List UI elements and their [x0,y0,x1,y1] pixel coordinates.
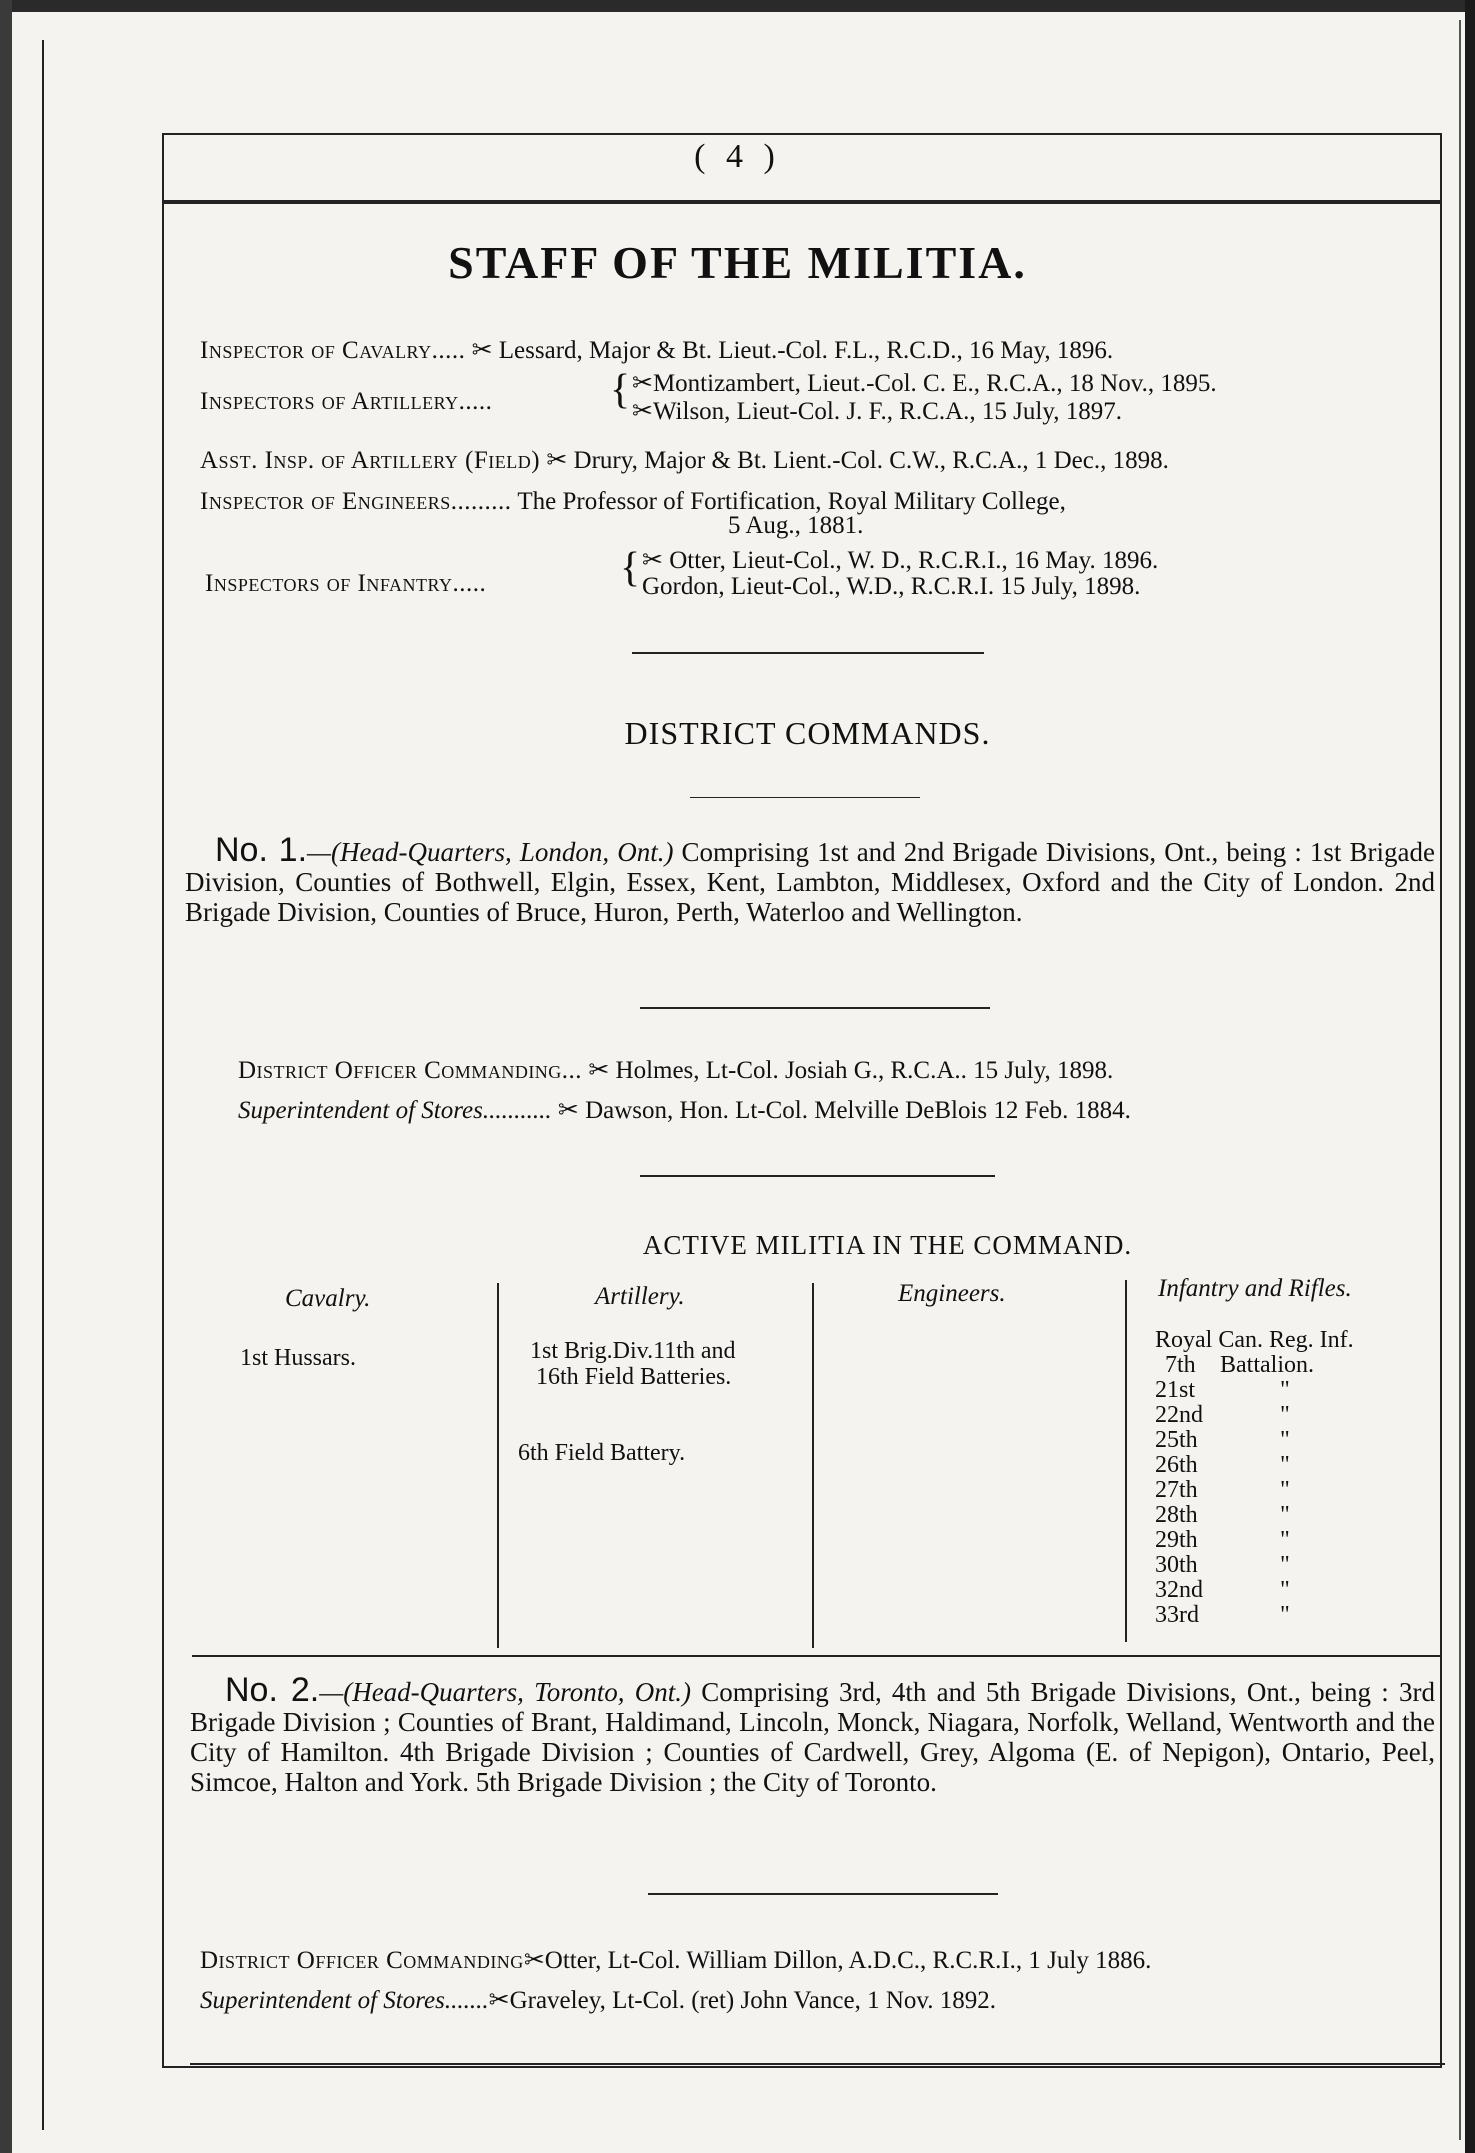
ditto-mark: " [1280,1477,1290,1503]
staff-asst-value: Drury, Major & Bt. Lient.-Col. C.W., R.C.A., 1 Dec., 1898. [573,447,1169,474]
infantry-list-item [1155,1578,1354,1603]
column-engineers: Engineers. [898,1280,1006,1307]
district-no2-hq: —(Head-Quarters, Toronto, Ont.) [319,1677,691,1707]
staff-infantry-value-2: Gordon, Lieut-Col., W.D., R.C.R.I. 15 July, 1898. [642,573,1141,600]
infantry-list-item [1155,1478,1354,1503]
dagger-mark-icon: ✂ [557,1097,579,1124]
artillery-unit-1a: 1st Brig.Div.11th and [530,1338,736,1364]
header-rule [162,200,1442,204]
doc-label: District Officer Commanding [200,1947,524,1974]
staff-infantry [205,570,486,598]
infantry-number: 30th [1155,1552,1198,1578]
staff-artillery [200,388,492,416]
column-cavalry: Cavalry. [285,1285,371,1312]
ditto-mark: " [1280,1552,1290,1578]
dagger-mark-icon: ✂ [471,337,493,364]
district-no1-text: Comprising 1st and 2nd Brigade Divisions, Ont., being : 1st Brigade Division, Counties of Bothwell, Elgin, Essex, Kent, Lambton, Middlesex, Oxford and the City of London. 2nd Brigade Division, Counties of Bruce, Huron, Perth, Waterloo and Wellington. [185,837,1435,927]
artillery-unit-2: 6th Field Battery. [518,1440,686,1466]
staff-asst-label: Asst. Insp. of Artillery (Field) [200,447,541,474]
dagger-mark-icon: ✂ [588,1057,610,1084]
dagger-mark-icon: ✂ [642,547,663,574]
infantry-number: 27th [1155,1477,1198,1503]
staff-asst-artillery [200,445,1169,475]
staff-artillery-value-1: Montizambert, Lieut.-Col. C. E., R.C.A., 18 Nov., 1895. [652,370,1217,397]
infantry-number: 29th [1155,1527,1198,1553]
district-no2-stores [200,1985,996,2015]
infantry-royal: Royal Can. Reg. Inf. [1155,1327,1354,1353]
staff-cavalry [200,335,1113,365]
page-number: ( 4 ) [694,138,781,175]
section-rule [640,1175,995,1177]
section-rule [648,1893,998,1895]
scan-left-edge [0,0,12,2153]
staff-infantry-label: Inspectors of Infantry..... [205,570,487,597]
scan-top-edge [0,0,1475,12]
ditto-mark: " [1280,1527,1290,1553]
staff-engineers-value-1: The Professor of Fortification, Royal Military College, [517,488,1066,515]
staff-engineers [200,488,1066,516]
dagger-mark-icon: ✂ [523,1947,545,1974]
infantry-battalion: Battalion. [1220,1352,1314,1378]
infantry-number: 22nd [1155,1402,1203,1428]
infantry-seventh-num: 7th [1165,1352,1196,1378]
dagger-mark-icon: ✂ [632,398,653,425]
scan-right-inner-edge [1459,20,1461,2140]
stores-label: Superintendent of Stores........... [238,1097,552,1124]
brace-icon: { [610,367,631,413]
staff-cavalry-value: Lessard, Major & Bt. Lieut.-Col. F.L., R.C.D., 16 May, 1896. [498,337,1114,364]
infantry-list-item [1155,1453,1354,1478]
infantry-list-item [1155,1528,1354,1553]
section-rule [690,797,920,798]
ditto-mark: " [1280,1502,1290,1528]
infantry-list-item [1155,1403,1354,1428]
district-no1-doc [238,1055,1113,1085]
page-title: STAFF OF THE MILITIA. [448,237,1027,288]
ditto-mark: " [1280,1577,1290,1603]
district-no1-stores [238,1095,1131,1125]
stores-label: Superintendent of Stores....... [200,1987,489,2014]
infantry-list [1155,1328,1354,1628]
staff-infantry-value-1: Otter, Lieut-Col., W. D., R.C.R.I., 16 May. 1896. [669,547,1159,574]
infantry-list-item [1155,1503,1354,1528]
column-rule [497,1283,499,1648]
infantry-number: 25th [1155,1427,1198,1453]
ditto-mark: " [1280,1602,1290,1628]
doc-value: Holmes, Lt-Col. Josiah G., R.C.A.. 15 July, 1898. [615,1057,1114,1084]
ditto-mark: " [1280,1427,1290,1453]
section-rule [192,1655,1442,1657]
column-infantry: Infantry and Rifles. [1158,1275,1352,1302]
ditto-mark: " [1280,1377,1290,1403]
stores-value: Graveley, Lt-Col. (ret) John Vance, 1 Nov. 1892. [509,1987,997,2014]
dagger-mark-icon: ✂ [488,1987,510,2014]
infantry-list-item [1155,1378,1354,1403]
district-commands-heading: DISTRICT COMMANDS. [624,715,991,751]
infantry-number: 21st [1155,1377,1196,1403]
ditto-mark: " [1280,1402,1290,1428]
active-militia-heading: ACTIVE MILITIA IN THE COMMAND. [642,1230,1133,1260]
district-no2-label: No. 2. [225,1671,320,1709]
column-rule [812,1283,814,1648]
scan-right-edge [1465,0,1475,2153]
district-no2-text: Comprising 3rd, 4th and 5th Brigade Divisions, Ont., being : 3rd Brigade Division ; Counties of Brant, Haldimand, Lincoln, Monck, Niagara, Norfolk, Welland, Wentworth and the City of Hamilton. 4th Brigade Division ; Counties of Cardwell, Grey, Algoma (E. of Nepigon), Ontario, Peel, Simcoe, Halton and York. 5th Brigade Division ; the City of Toronto. [190,1677,1436,1797]
doc-value: Otter, Lt-Col. William Dillon, A.D.C., R.C.R.I., 1 July 1886. [544,1947,1152,1974]
cavalry-unit: 1st Hussars. [240,1345,357,1371]
binding-line [42,40,44,2130]
staff-artillery-label: Inspectors of Artillery..... [200,388,493,415]
artillery-unit-1 [530,1338,736,1390]
infantry-list-item [1155,1553,1354,1578]
stores-value: Dawson, Hon. Lt-Col. Melville DeBlois 12 Feb. 1884. [585,1097,1131,1124]
staff-artillery-values [610,367,1217,426]
ditto-mark: " [1280,1452,1290,1478]
column-rule [1125,1280,1127,1642]
infantry-number: 32nd [1155,1577,1203,1603]
infantry-list-item [1155,1603,1354,1628]
infantry-seventh [1155,1353,1354,1378]
section-rule [640,1007,990,1009]
staff-engineers-date: 5 Aug., 1881. [728,512,864,539]
district-no2-paragraph [190,1671,1436,1797]
section-rule [632,652,984,654]
district-no1-label: No. 1. [215,831,308,869]
artillery-unit-1b: 16th Field Batteries. [536,1364,732,1390]
brace-icon: { [620,545,641,591]
dagger-mark-icon: ✂ [632,370,653,397]
doc-label: District Officer Commanding... [238,1057,583,1084]
infantry-number: 26th [1155,1452,1198,1478]
dagger-mark-icon: ✂ [546,447,568,474]
district-no1-paragraph [185,831,1435,927]
staff-cavalry-label: Inspector of Cavalry..... [200,337,466,364]
staff-engineers-label: Inspector of Engineers......... [200,488,512,515]
district-no2-doc [200,1945,1151,1975]
column-artillery: Artillery. [595,1283,685,1310]
staff-artillery-value-2: Wilson, Lieut-Col. J. F., R.C.A., 15 July, 1897. [652,398,1122,425]
district-no1-hq: —(Head-Quarters, London, Ont.) [307,837,674,867]
infantry-number: 28th [1155,1502,1198,1528]
infantry-list-item [1155,1428,1354,1453]
staff-infantry-values [620,545,1159,600]
infantry-number: 33rd [1155,1602,1199,1628]
page-bottom-rule [190,2063,1445,2065]
